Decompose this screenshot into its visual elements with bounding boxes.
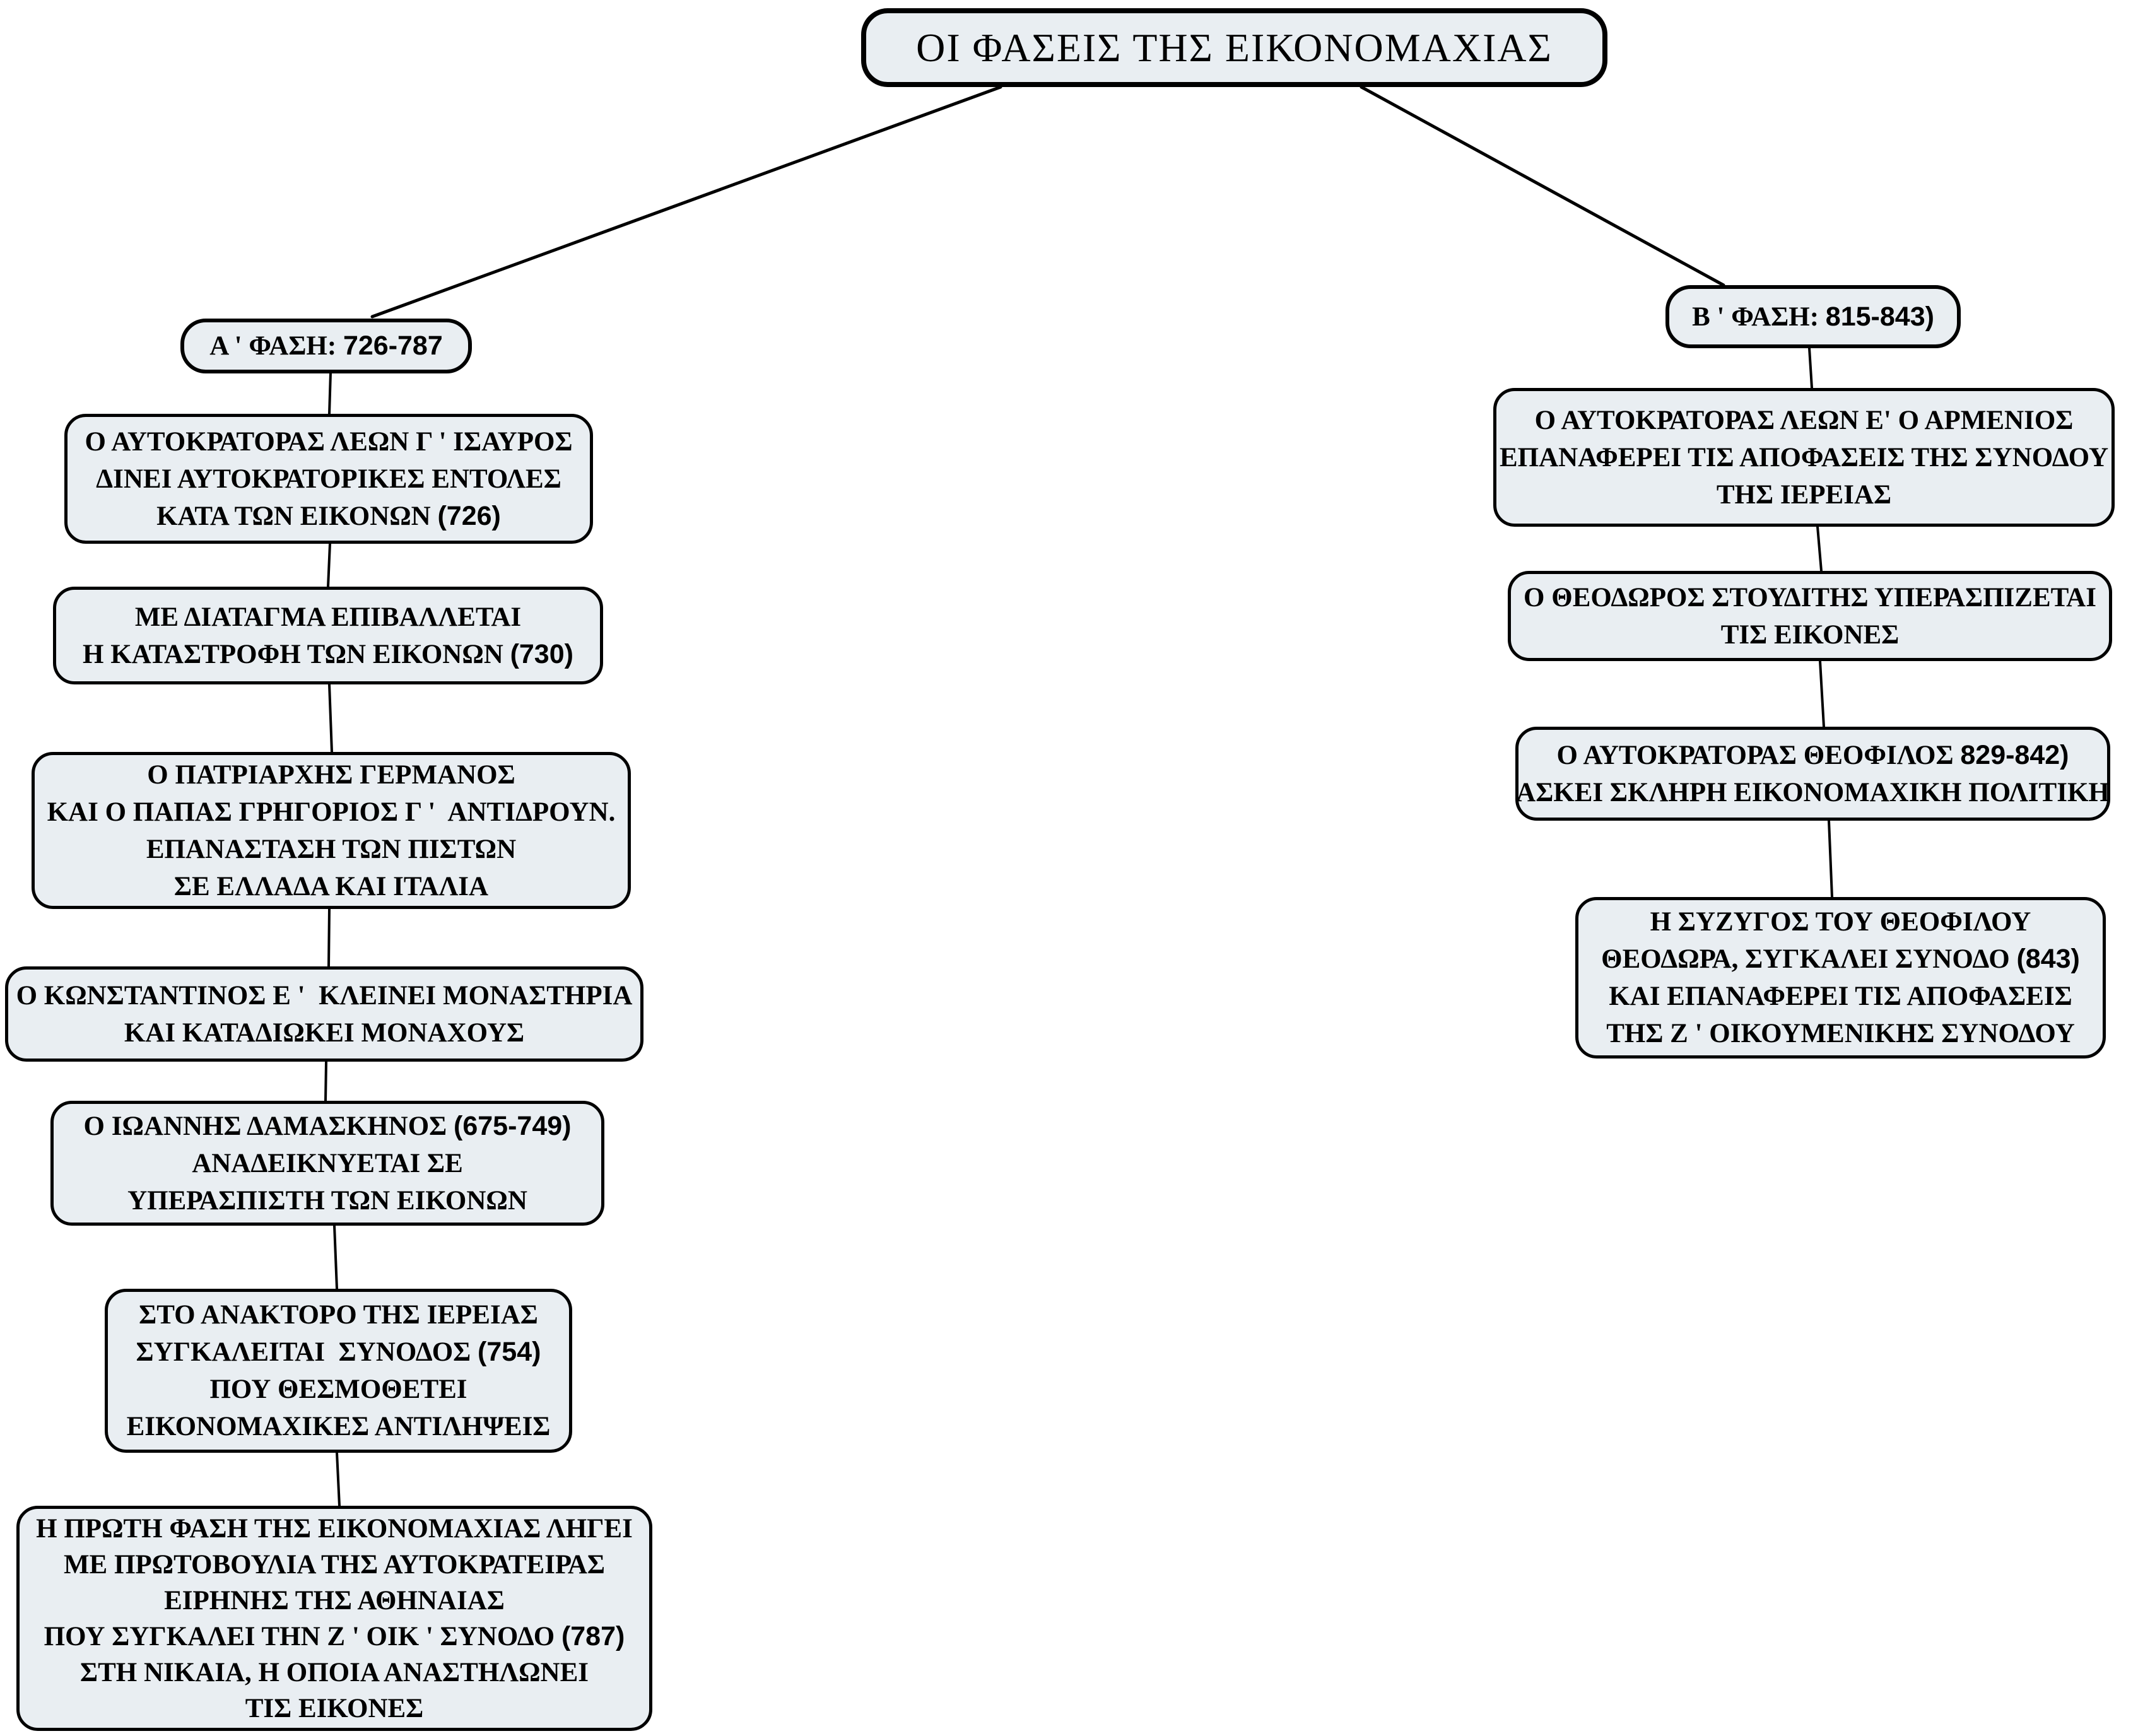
- text-run-serif: Ο ΑΥΤΟΚΡΑΤΟΡΑΣ ΘΕΟΦΙΛΟΣ: [1556, 740, 1961, 770]
- phase-a-node-decree-730: [53, 587, 603, 684]
- text-run-serif: ΔΙΝΕΙ ΑΥΤΟΚΡΑΤΟΡΙΚΕΣ ΕΝΤΟΛΕΣ: [96, 464, 561, 494]
- text-line: [1535, 402, 2074, 439]
- text-run-serif: ΣΤΟ ΑΝΑΚΤΟΡΟ ΤΗΣ ΙΕΡΕΙΑΣ: [139, 1300, 538, 1330]
- text-line: [156, 498, 501, 535]
- text-run-serif: ΤΗΣ Ζ ' ΟΙΚΟΥΜΕΝΙΚΗΣ ΣΥΝΟΔΟΥ: [1606, 1019, 2075, 1048]
- connector-line-b-n2-n3: [1820, 661, 1824, 727]
- text-line: [36, 1511, 633, 1547]
- text-line: [1692, 298, 1934, 336]
- text-line: [146, 831, 516, 868]
- text-run-sans: (730): [510, 638, 573, 669]
- phase-a-node-john-damascus: [50, 1101, 604, 1226]
- phase-b-node-theophilos: [1515, 727, 2110, 821]
- text-run-sans: (843): [2016, 944, 2080, 974]
- text-run-serif: Ο ΘΕΟΔΩΡΟΣ ΣΤΟΥΔΙΤΗΣ ΥΠΕΡΑΣΠΙΖΕΤΑΙ: [1524, 582, 2096, 613]
- text-run-serif: ΚΑΤΑ ΤΩΝ ΕΙΚΟΝΩΝ: [156, 501, 438, 531]
- connector-line-b-label-n1: [1809, 348, 1812, 388]
- text-run-serif: ΑΣΚΕΙ ΣΚΛΗΡΗ ΕΙΚΟΝΟΜΑΧΙΚΗ ΠΟΛΙΤΙΚΗ: [1516, 777, 2110, 807]
- text-line: [209, 1371, 467, 1408]
- text-run-sans: 829-842): [1960, 739, 2069, 770]
- phase-a-node-leo-iii-edicts: [64, 414, 593, 544]
- text-run-serif: ΤΙΣ ΕΙΚΟΝΕΣ: [1720, 619, 1900, 650]
- diagram-title: [861, 8, 1607, 87]
- text-line: [1557, 737, 2069, 774]
- text-run-serif: ΣΥΓΚΑΛΕΙΤΑΙ ΣΥΝΟΔΟΣ: [136, 1337, 478, 1367]
- text-line: [1717, 476, 1891, 513]
- phase-b-label: [1665, 285, 1961, 348]
- text-run-serif: Α ' ΦΑΣΗ:: [209, 331, 343, 361]
- text-line: [85, 423, 572, 460]
- text-run-serif: Β ' ΦΑΣΗ:: [1692, 302, 1826, 332]
- text-line: [245, 1691, 424, 1727]
- text-line: [136, 1334, 541, 1371]
- text-line: [80, 1655, 589, 1691]
- text-run-sans: 815-843): [1825, 301, 1934, 332]
- text-run-serif: Ο ΚΩΝΣΤΑΝΤΙΝΟΣ Ε ' ΚΛΕΙΝΕΙ ΜΟΝΑΣΤΗΡΙΑ: [16, 980, 633, 1011]
- text-run-serif: ΚΑΙ ΚΑΤΑΔΙΩΚΕΙ ΜΟΝΑΧΟΥΣ: [124, 1018, 525, 1048]
- text-line: [1606, 1015, 2075, 1052]
- text-run-serif: ΚΑΙ Ο ΠΑΠΑΣ ΓΡΗΓΟΡΙΟΣ Γ ' ΑΝΤΙΔΡΟΥΝ.: [47, 797, 616, 827]
- phase-a-node-irene-synod-787: [16, 1506, 652, 1731]
- text-line: [135, 599, 521, 636]
- text-run-serif: Ο ΑΥΤΟΚΡΑΤΟΡΑΣ ΛΕΩΝ Γ ' ΙΣΑΥΡΟΣ: [85, 426, 573, 457]
- phase-b-node-theodora-843: [1575, 897, 2106, 1059]
- text-line: [44, 1619, 625, 1655]
- text-run-serif: Ο ΠΑΤΡΙΑΡΧΗΣ ΓΕΡΜΑΝΟΣ: [147, 760, 515, 790]
- text-run-sans: (787): [561, 1621, 625, 1651]
- phase-b-node-leo-v: [1493, 388, 2115, 527]
- text-run-serif: ΕΠΑΝΑΣΤΑΣΗ ΤΩΝ ΠΙΣΤΩΝ: [146, 834, 517, 864]
- text-line: [139, 1296, 538, 1334]
- connector-line-a-label-n1: [329, 373, 331, 414]
- text-run-serif: ΤΗΣ ΙΕΡΕΙΑΣ: [1716, 479, 1892, 510]
- text-line: [83, 636, 573, 673]
- text-line: [209, 327, 443, 365]
- phase-a-node-germanos-gregory: [32, 752, 631, 909]
- connector-line-a-n2-n3: [329, 684, 332, 752]
- text-run-serif: Ο ΙΩΑΝΝΗΣ ΔΑΜΑΣΚΗΝΟΣ: [83, 1111, 454, 1141]
- text-line: [1524, 579, 2096, 616]
- connector-line-title-to-phase-b: [1361, 87, 1724, 285]
- text-line: [16, 977, 633, 1014]
- text-run-serif: ΥΠΕΡΑΣΠΙΣΤΗ ΤΩΝ ΕΙΚΟΝΩΝ: [127, 1185, 527, 1216]
- text-run-serif: ΕΠΑΝΑΦΕΡΕΙ ΤΙΣ ΑΠΟΦΑΣΕΙΣ ΤΗΣ ΣΥΝΟΔΟΥ: [1499, 442, 2109, 472]
- text-run-serif: ΣΤΗ ΝΙΚΑΙΑ, Η ΟΠΟΙΑ ΑΝΑΣΤΗΛΩΝΕΙ: [79, 1657, 589, 1687]
- phase-a-node-constantine-v: [5, 966, 643, 1062]
- text-line: [47, 794, 616, 831]
- text-run-sans: (675-749): [454, 1110, 572, 1141]
- text-line: [174, 868, 488, 905]
- text-line: [164, 1583, 505, 1619]
- text-run-serif: Η ΣΥΖΥΓΟΣ ΤΟΥ ΘΕΟΦΙΛΟΥ: [1650, 907, 2031, 937]
- text-run-serif: ΑΝΑΔΕΙΚΝΥΕΤΑΙ ΣΕ: [192, 1148, 463, 1178]
- connector-line-a-n6-n7: [337, 1453, 339, 1506]
- text-run-serif: ΟΙ ΦΑΣΕΙΣ ΤΗΣ ΕΙΚΟΝΟΜΑΧΙΑΣ: [916, 25, 1553, 70]
- text-run-serif: ΜΕ ΔΙΑΤΑΓΜΑ ΕΠΙΒΑΛΛΕΤΑΙ: [134, 602, 522, 632]
- text-line: [1500, 439, 2108, 476]
- text-run-serif: ΠΟΥ ΘΕΣΜΟΘΕΤΕΙ: [209, 1375, 467, 1404]
- text-line: [1721, 616, 1900, 654]
- text-line: [1609, 978, 2072, 1015]
- text-line: [192, 1145, 463, 1182]
- connector-line-b-n3-n4: [1829, 821, 1832, 897]
- connector-line-b-n1-n2: [1818, 527, 1821, 571]
- connector-line-title-to-phase-a: [372, 87, 1001, 317]
- text-run-serif: ΘΕΟΔΩΡΑ, ΣΥΓΚΑΛΕΙ ΣΥΝΟΔΟ: [1601, 944, 2017, 974]
- text-run-serif: Η ΠΡΩΤΗ ΦΑΣΗ ΤΗΣ ΕΙΚΟΝΟΜΑΧΙΑΣ ΛΗΓΕΙ: [36, 1513, 633, 1544]
- text-line: [64, 1547, 605, 1583]
- text-line: [147, 756, 515, 794]
- text-line: [127, 1408, 551, 1445]
- text-run-sans: (754): [478, 1337, 541, 1367]
- text-run-sans: (726): [437, 500, 501, 531]
- text-line: [1650, 903, 2031, 941]
- text-run-serif: ΠΟΥ ΣΥΓΚΑΛΕΙ ΤΗΝ Ζ ' ΟΙΚ ' ΣΥΝΟΔΟ: [44, 1621, 561, 1651]
- text-run-serif: ΣΕ ΕΛΛΑΔΑ ΚΑΙ ΙΤΑΛΙΑ: [173, 871, 489, 901]
- text-run-serif: Ο ΑΥΤΟΚΡΑΤΟΡΑΣ ΛΕΩΝ Ε' Ο ΑΡΜΕΝΙΟΣ: [1534, 405, 2074, 435]
- text-run-serif: ΚΑΙ ΕΠΑΝΑΦΕΡΕΙ ΤΙΣ ΑΠΟΦΑΣΕΙΣ: [1609, 982, 2072, 1011]
- text-line: [1601, 941, 2080, 978]
- text-run-serif: ΤΙΣ ΕΙΚΟΝΕΣ: [245, 1693, 424, 1723]
- text-line: [127, 1182, 527, 1219]
- text-line: [84, 1108, 572, 1145]
- text-line: [916, 26, 1553, 70]
- text-line: [1516, 774, 2110, 811]
- text-line: [124, 1014, 524, 1052]
- text-run-sans: 726-787: [343, 331, 443, 361]
- text-run-serif: ΜΕ ΠΡΩΤΟΒΟΥΛΙΑ ΤΗΣ ΑΥΤΟΚΡΑΤΕΙΡΑΣ: [63, 1549, 606, 1580]
- phase-a-node-synod-754: [105, 1289, 572, 1453]
- text-line: [96, 460, 561, 498]
- connector-line-a-n5-n6: [334, 1226, 337, 1289]
- text-run-serif: ΕΙΚΟΝΟΜΑΧΙΚΕΣ ΑΝΤΙΛΗΨΕΙΣ: [126, 1412, 551, 1441]
- text-run-serif: ΕΙΡΗΝΗΣ ΤΗΣ ΑΘΗΝΑΙΑΣ: [164, 1585, 505, 1616]
- phase-b-node-theodore-studite: [1508, 571, 2112, 661]
- text-run-serif: Η ΚΑΤΑΣΤΡΟΦΗ ΤΩΝ ΕΙΚΟΝΩΝ: [83, 639, 510, 669]
- phase-a-label: [180, 319, 472, 373]
- connector-line-a-n1-n2: [328, 544, 330, 587]
